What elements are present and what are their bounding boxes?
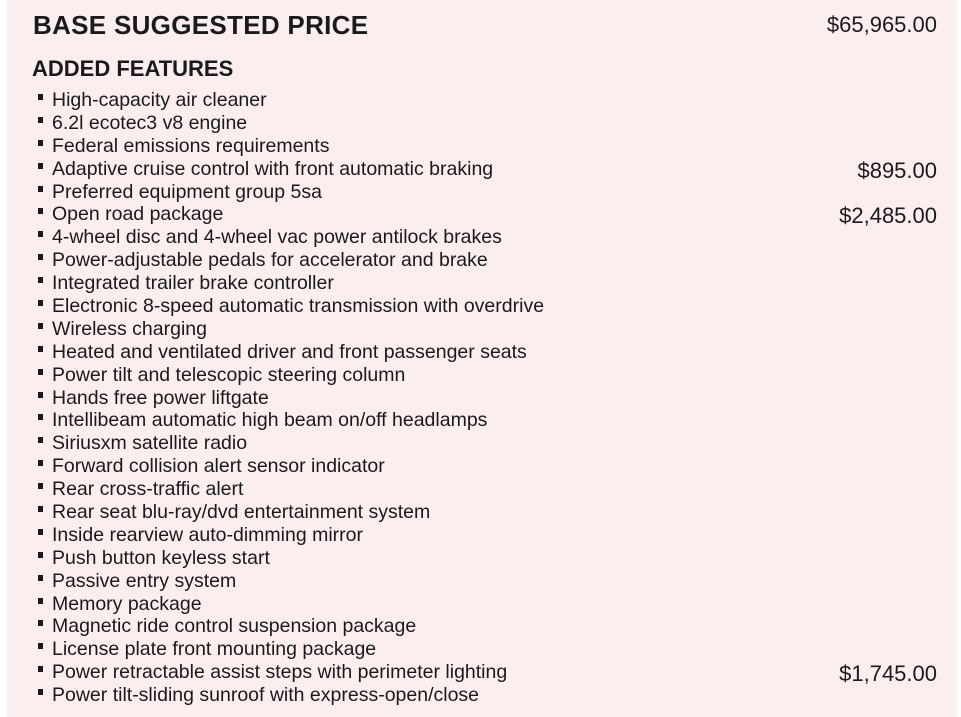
feature-name: Forward collision alert sensor indicator	[52, 455, 385, 478]
feature-name: 6.2l ecotec3 v8 engine	[52, 111, 248, 134]
feature-row	[7, 684, 957, 707]
base-price-value: $65,965.00	[826, 12, 937, 37]
feature-row	[7, 409, 957, 432]
feature-list	[7, 89, 957, 707]
bullet-icon	[38, 552, 43, 558]
feature-price: $2,485.00	[839, 203, 937, 229]
bullet-icon	[38, 277, 43, 283]
feature-name: Rear seat blu-ray/dvd entertainment system	[52, 501, 431, 524]
bullet-icon	[38, 483, 43, 489]
feature-row	[7, 661, 957, 687]
bullet-icon	[38, 117, 43, 123]
feature-price: $895.00	[857, 157, 937, 183]
bullet-icon	[38, 620, 43, 626]
feature-row	[7, 547, 957, 570]
feature-row	[7, 272, 957, 295]
feature-name: Push button keyless start	[52, 546, 270, 569]
feature-row	[7, 203, 957, 229]
bullet-icon	[38, 346, 43, 352]
bullet-icon	[38, 208, 43, 214]
bullet-icon	[38, 369, 43, 375]
feature-name: Adaptive cruise control with front automatic braking	[52, 157, 494, 180]
bullet-icon	[38, 231, 43, 237]
price-sheet-panel	[7, 0, 957, 717]
feature-price: $1,745.00	[839, 661, 937, 687]
feature-name: Electronic 8-speed automatic transmission with overdrive	[52, 295, 545, 318]
feature-name: Preferred equipment group 5sa	[52, 180, 322, 203]
feature-row	[7, 615, 957, 638]
feature-name: Magnetic ride control suspension package	[52, 615, 417, 638]
feature-row	[7, 593, 957, 616]
feature-row	[7, 387, 957, 410]
added-features-heading: ADDED FEATURES	[32, 56, 234, 81]
feature-row	[7, 135, 957, 158]
feature-name: High-capacity air cleaner	[52, 89, 267, 111]
feature-row	[7, 318, 957, 341]
feature-name: Open road package	[52, 203, 224, 226]
feature-name: Federal emissions requirements	[52, 134, 330, 157]
bullet-icon	[38, 323, 43, 329]
feature-row	[7, 89, 957, 112]
feature-row	[7, 295, 957, 318]
feature-row	[7, 638, 957, 661]
feature-row	[7, 158, 957, 181]
feature-name: Power retractable assist steps with perimeter lighting	[52, 661, 508, 684]
bullet-icon	[38, 506, 43, 512]
bullet-icon	[38, 575, 43, 581]
feature-name: Integrated trailer brake controller	[52, 272, 334, 295]
feature-row	[7, 364, 957, 387]
feature-row	[7, 341, 957, 364]
base-price-title: BASE SUGGESTED PRICE	[33, 10, 369, 40]
feature-row	[7, 432, 957, 455]
feature-name: Power tilt and telescopic steering column	[52, 363, 406, 386]
feature-row	[7, 455, 957, 478]
bullet-icon	[38, 186, 43, 192]
feature-row	[7, 226, 957, 249]
bullet-icon	[38, 689, 43, 695]
feature-name: Memory package	[52, 592, 202, 615]
bullet-icon	[38, 598, 43, 604]
feature-row	[7, 112, 957, 135]
feature-row	[7, 501, 957, 524]
bullet-icon	[38, 254, 43, 260]
feature-name: 4-wheel disc and 4-wheel vac power antilock brakes	[52, 226, 502, 249]
feature-row	[7, 570, 957, 593]
feature-row	[7, 524, 957, 547]
bullet-icon	[38, 300, 43, 306]
feature-row	[7, 249, 957, 272]
bullet-icon	[38, 460, 43, 466]
bullet-icon	[38, 94, 43, 100]
feature-name: Intellibeam automatic high beam on/off headlamps	[52, 409, 488, 432]
feature-name: Power tilt-sliding sunroof with express-open/close	[52, 684, 480, 707]
bullet-icon	[38, 140, 43, 146]
feature-name: Heated and ventilated driver and front passenger seats	[52, 340, 527, 363]
feature-name: License plate front mounting package	[52, 638, 377, 661]
bullet-icon	[38, 392, 43, 398]
feature-row	[7, 181, 957, 204]
feature-name: Siriusxm satellite radio	[52, 432, 248, 455]
feature-row	[7, 478, 957, 501]
bullet-icon	[38, 666, 43, 672]
feature-name: Passive entry system	[52, 569, 237, 592]
feature-name: Wireless charging	[52, 317, 207, 340]
bullet-icon	[38, 437, 43, 443]
feature-name: Inside rearview auto-dimming mirror	[52, 523, 364, 546]
bullet-icon	[38, 529, 43, 535]
bullet-icon	[38, 643, 43, 649]
feature-name: Rear cross-traffic alert	[52, 478, 244, 501]
bullet-icon	[38, 414, 43, 420]
feature-name: Power-adjustable pedals for accelerator and brake	[52, 249, 488, 272]
feature-name: Hands free power liftgate	[52, 386, 269, 409]
bullet-icon	[38, 163, 43, 169]
